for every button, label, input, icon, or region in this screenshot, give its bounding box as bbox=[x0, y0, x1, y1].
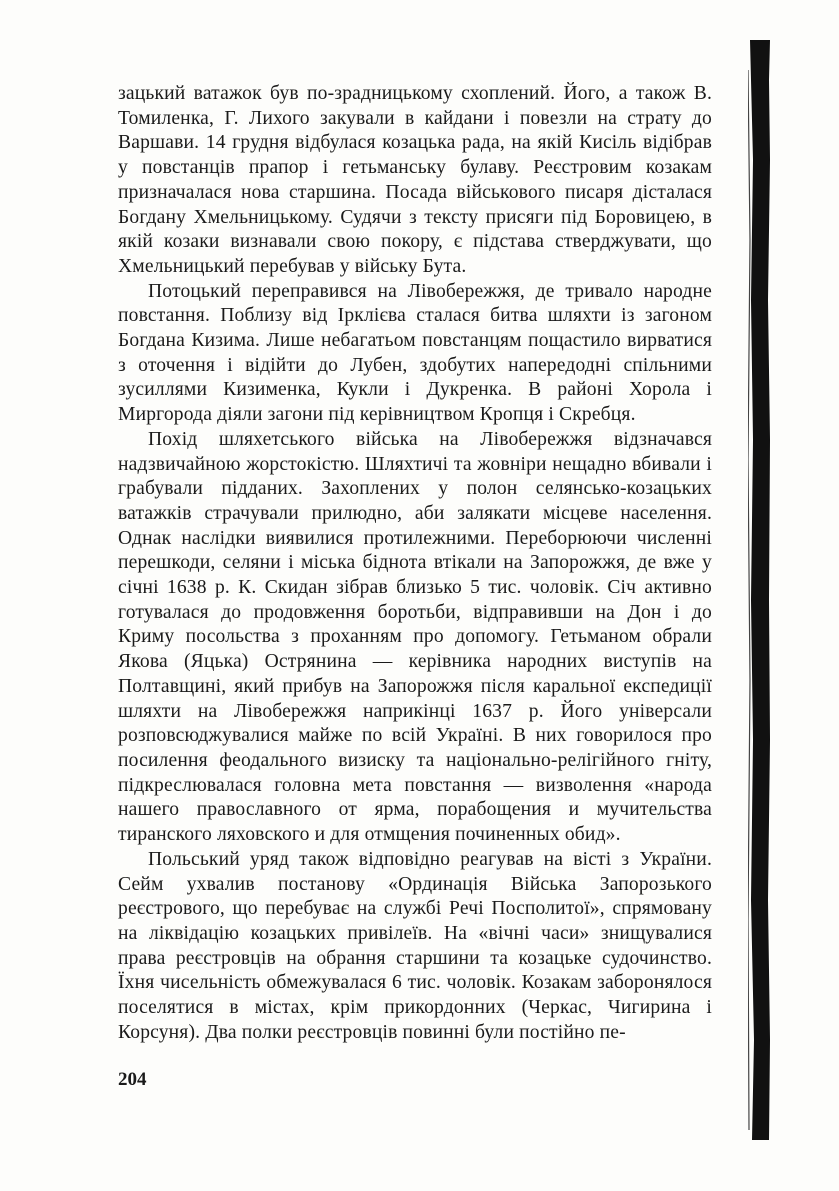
page-number: 204 bbox=[118, 1069, 147, 1090]
scan-edge-shadow bbox=[748, 40, 772, 1140]
paragraph-3: Похід шляхетського війська на Лівобережжя відзначався надзвичайною жорстокістю. Шляхтичі та жовніри нещадно вбивали і грабували підданих. Захоплених у полон селянсько-козацьких ватажків страчували прилюдно, аби залякати місцеве населення. Однак наслідки виявилися протилежними. Переборюючи численні перешкоди, селяни і міська біднота втікали на Запорожжя, де вже у січні 1638 р. К. Скидан зібрав близько 5 тис. чоловік. Січ активно готувалася до продовження боротьби, відправивши на Дон і до Криму посольства з проханням про допомогу. Гетьманом обрали Якова (Яцька) Острянина — керівника народних виступів на Полтавщині, який прибув на Запорожжя після каральної експедиції шляхти на Лівобережжя наприкінці 1637 р. Його універсали розповсюджувалися майже по всій Україні. В них говорилося про посилення феодального визиску та національно-релігійного гніту, підкреслювалася головна мета повстання — визволення «народа нашего православного от ярма, порабощения и мучительства тиранского ляховского и для отмщения починенных обид». bbox=[118, 428, 712, 846]
paragraph-4: Польський уряд також відповідно реагував на вісті з України. Сейм ухвалив постанову «Ординація Війська Запорозького реєстрового, що перебуває на службі Речі Посполитої», спрямовану на ліквідацію козацьких привілеїв. На «вічні часи» знищувалися права реєстровців на обрання старшини та козацьке судочинство. Їхня чисельність обмежувалася 6 тис. чоловік. Козакам заборонялося поселятися в містах, крім прикордонних (Черкас, Чигирина і Корсуня). Два полки реєстровців повинні були постійно пе- bbox=[118, 848, 712, 1043]
body-text bbox=[118, 82, 712, 1045]
paragraph-1: зацький ватажок був по-зрадницькому схоплений. Його, а також В. Томиленка, Г. Лихого закували в кайдани і повезли на страту до Варшави. 14 грудня відбулася козацька рада, на якій Кисіль відібрав у повстанців прапор і гетьманську булаву. Реєстровим козакам призначалася нова старшина. Посада військового писаря дісталася Богдану Хмельницькому. Судячи з тексту присяги під Боровицею, в якій козаки визнавали свою покору, є підстава стверджувати, що Хмельницький перебував у війську Бута. bbox=[118, 83, 712, 277]
paragraph-2: Потоцький переправився на Лівобережжя, де тривало народне повстання. Поблизу від Ірклієва сталася битва шляхти із загоном Богдана Кизима. Лише небагатьом повстанцям пощастило вирватися з оточення і відійти до Лубен, здобутих напередодні спільними зусиллями Кизименка, Кукли і Дукренка. В районі Хорола і Миргорода діяли загони під керівництвом Кропця і Скребця. bbox=[118, 280, 712, 426]
